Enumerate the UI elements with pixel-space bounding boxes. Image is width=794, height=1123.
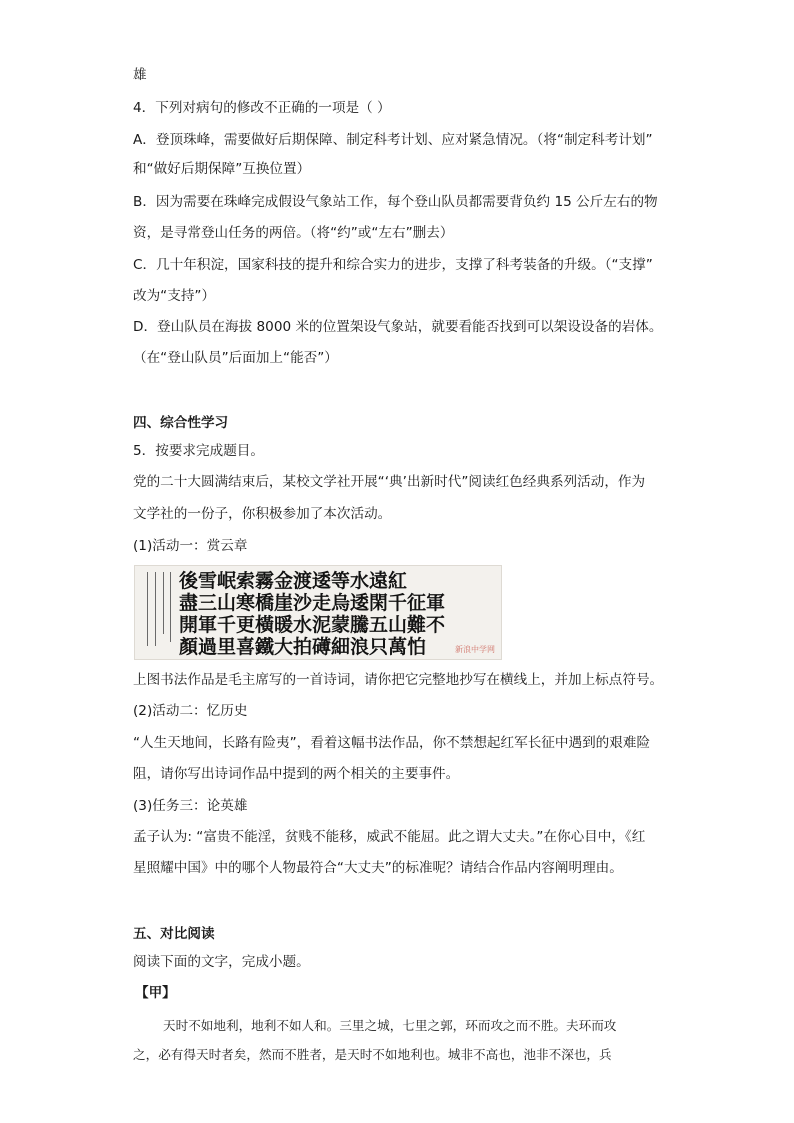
option-c-cont: 改为“支持”） — [133, 288, 216, 304]
passage-text: 天时不如地利，地利不如人和。三里之城，七里之郭，环而攻之而不胜。夫环而攻 — [163, 1018, 617, 1033]
intro-paragraph: 党的二十大圆满结束后，某校文学社开展“‘典’出新时代”阅读红色经典系列活动，作为 — [133, 474, 646, 490]
calligraphy-inscription — [141, 572, 175, 652]
activity-1-desc: 上图书法作品是毛主席写的一首诗词，请你把它完整地抄写在横线上，并加上标点符号。 — [133, 672, 664, 688]
activity-2-desc-cont: 阻，请你写出诗词作品中提到的两个相关的主要事件。 — [133, 766, 460, 782]
question-5: 5．按要求完成题目。 — [133, 443, 264, 459]
option-b-cont: 资，是寻常登山任务的两倍。（将“约”或“左右”删去） — [133, 225, 454, 241]
reading-instruction: 阅读下面的文字，完成小题。 — [133, 954, 310, 970]
watermark-logo: 新浪中学网 — [455, 645, 495, 654]
passage-text-cont: 之，必有得天时者矣，然而不胜者，是天时不如地利也。城非不高也，池非不深也，兵 — [133, 1047, 612, 1062]
passage-jia-label: 【甲】 — [135, 985, 176, 1001]
option-d-cont: （在“登山队员”后面加上“能否”） — [133, 350, 338, 366]
calligraphy-row: 盡三山寒橋崖沙走烏逶閑千征軍 — [179, 592, 446, 614]
activity-2-desc: “人生天地间，长路有险夷”，看着这幅书法作品，你不禁想起红军长征中遇到的艰难险 — [133, 735, 651, 751]
calligraphy-row: 開軍千更橫暖水泥蒙騰五山難不 — [179, 614, 446, 636]
option-d: D．登山队员在海拔 8000 米的位置架设气象站，就要看能否找到可以架设设备的岩体。 — [133, 319, 663, 335]
calligraphy-row: 顏過里喜鐵大拍礡細浪只萬怕 — [179, 636, 427, 658]
activity-2-title: (2)活动二：忆历史 — [133, 703, 248, 719]
section-4-heading: 四、综合性学习 — [133, 415, 229, 431]
activity-1-title: (1)活动一：赏云章 — [133, 538, 248, 554]
calligraphy-image — [134, 565, 502, 660]
option-a: A．登顶珠峰，需要做好后期保障、制定科考计划、应对紧急情况。（将“制定科考计划” — [133, 132, 653, 148]
section-5-heading: 五、对比阅读 — [133, 926, 215, 942]
intro-paragraph-cont: 文学社的一份子，你积极参加了本次活动。 — [133, 506, 392, 522]
activity-3-desc-cont: 星照耀中国》中的哪个人物最符合“大丈夫”的标准呢？请结合作品内容阐明理由。 — [133, 860, 623, 876]
text-line: 雄 — [133, 67, 147, 83]
option-b: B．因为需要在珠峰完成假设气象站工作，每个登山队员都需要背负约 15 公斤左右的物 — [133, 194, 658, 210]
activity-3-desc: 孟子认为: “富贵不能淫，贫贱不能移，威武不能屈。此之谓大丈夫。”在你心目中，《红 — [133, 829, 646, 845]
calligraphy-row: 後雪岷索霧金渡逶等水遠紅 — [179, 570, 408, 592]
option-a-cont: 和“做好后期保障”互换位置） — [133, 161, 311, 177]
option-c: C．几十年积淀，国家科技的提升和综合实力的进步，支撑了科考装备的升级。（“支撑” — [133, 257, 653, 273]
activity-3-title: (3)任务三：论英雄 — [133, 798, 248, 814]
question-4: 4．下列对病句的修改不正确的一项是（ ） — [133, 100, 391, 116]
